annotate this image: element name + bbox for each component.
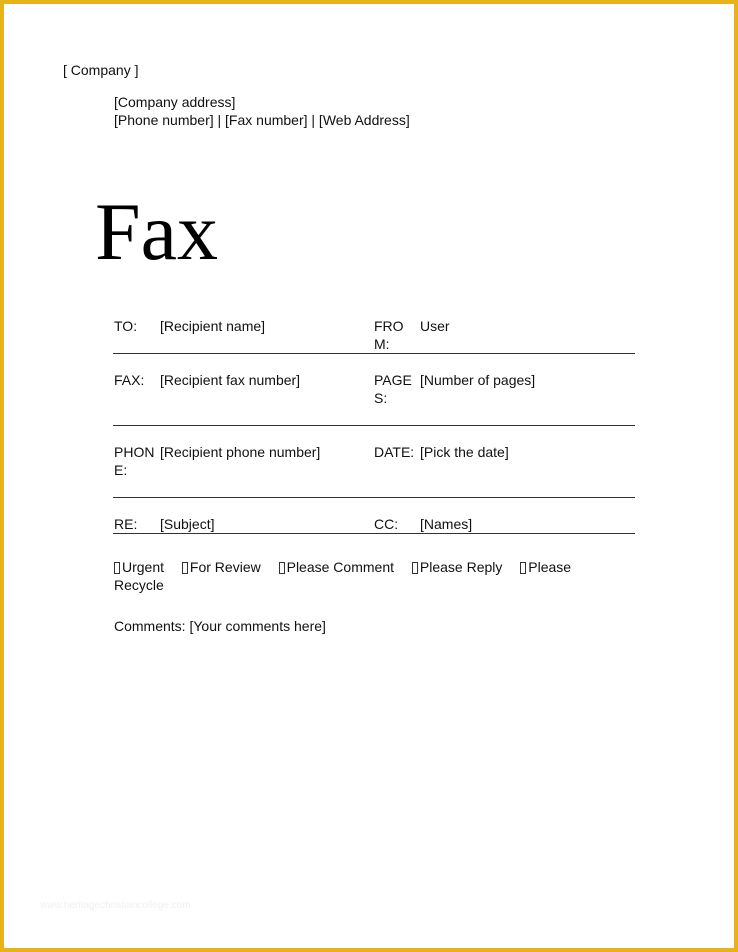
fax-label: FAX: [114,372,145,388]
checkbox-icon[interactable] [279,562,285,574]
divider-line [113,425,635,426]
fax-value: [Recipient fax number] [160,372,301,388]
company-address: [Company address] [114,94,236,110]
divider-line [113,497,635,498]
cc-label: CC: [374,516,399,532]
checkbox-label: Urgent [122,559,165,575]
company-phone-fax-web: [Phone number] | [Fax number] | [Web Address] [114,112,410,128]
phone-label: PHONE: [114,444,155,478]
checkbox-icon[interactable] [520,562,526,574]
divider-line [113,533,635,534]
checkbox-label: Please Comment [286,559,394,575]
checkbox-icon[interactable] [114,562,120,574]
phone-value: [Recipient phone number] [160,444,321,460]
checkbox-please-comment[interactable] [279,559,394,575]
checkbox-icon[interactable] [182,562,188,574]
date-label: DATE: [374,444,415,460]
checkbox-icon[interactable] [412,562,418,574]
company-name: [ Company ] [63,62,139,78]
from-label: FROM: [374,318,404,352]
to-label: TO: [114,318,138,334]
checkbox-urgent[interactable] [114,559,164,575]
comments-value: [Your comments here] [189,618,326,634]
checkbox-for-review[interactable] [182,559,261,575]
pages-value: [Number of pages] [420,372,536,388]
company-contact-block [114,93,410,129]
checkbox-label: For Review [189,559,261,575]
from-value: User [420,318,450,334]
date-value: [Pick the date] [420,444,509,460]
to-value: [Recipient name] [160,318,266,334]
re-value: [Subject] [160,516,215,532]
cc-value: [Names] [420,516,473,532]
checkbox-list [114,558,624,594]
checkbox-label: Please Recycle [114,559,572,593]
comments-label: Comments: [114,618,186,634]
page-title: Fax [95,186,218,277]
re-label: RE: [114,516,138,532]
watermark: www.heritagechristiancollege.com [40,900,191,911]
divider-line [113,353,635,354]
pages-label: PAGES: [374,372,412,406]
checkbox-please-reply[interactable] [412,559,503,575]
comments-line [114,618,326,634]
checkbox-label: Please Reply [419,559,503,575]
